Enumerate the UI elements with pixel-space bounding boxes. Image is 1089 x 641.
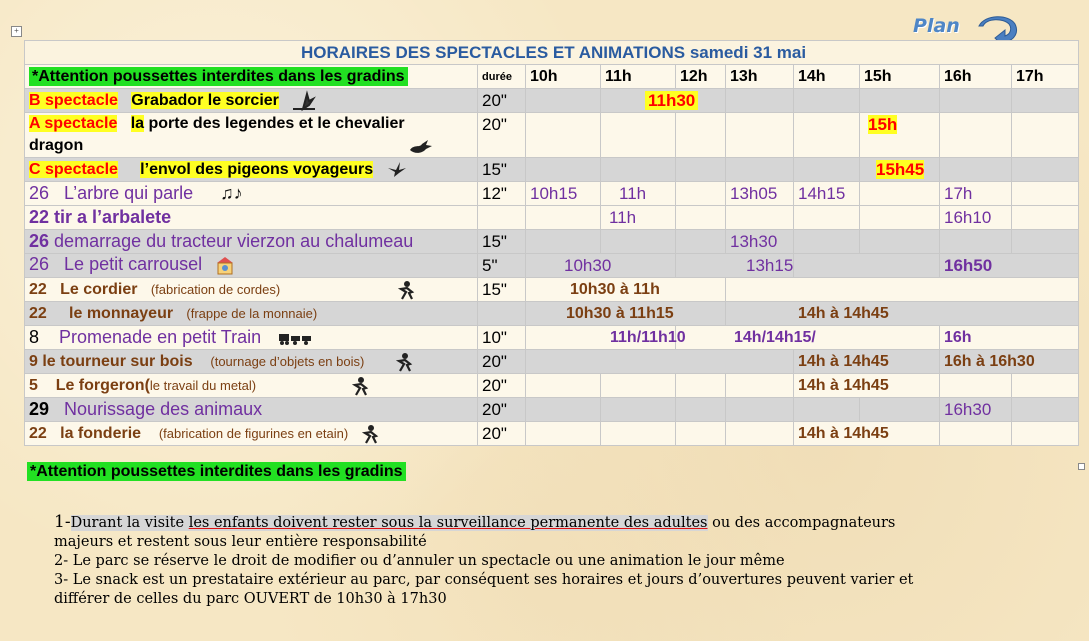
table-row (25, 278, 1079, 302)
time-slot: 13h30 (726, 230, 794, 254)
table-row (25, 398, 1079, 422)
show-name: Promenade en petit Train (59, 327, 262, 347)
time-slot: 16h10 (940, 206, 1012, 230)
time-slot: 14h à 14h45 (726, 302, 1079, 326)
time-slot: 13h15 (676, 254, 794, 278)
duration: 20" (478, 113, 526, 158)
duration: 5" (478, 254, 526, 278)
duration: 12" (478, 182, 526, 206)
time-slot: 14h/14h15/ (676, 326, 940, 350)
time-slot: 15h45 (876, 159, 925, 179)
note-2: 2- Le parc se réserve le droit de modifier ou d’annuler un spectacle ou une animation le jour même (54, 553, 785, 569)
time-slot: 10h30 à 11h15 (526, 302, 726, 326)
duration: 20" (478, 422, 526, 446)
table-row (25, 326, 1079, 350)
hour-16h: 16h (940, 65, 1012, 89)
show-name: Le forgeron( (55, 376, 150, 394)
duration: 20" (478, 398, 526, 422)
show-code: C spectacle (29, 160, 118, 178)
attraction-number: 5 (29, 376, 38, 394)
table-row (25, 302, 1079, 326)
stroller-warning: *Attention poussettes interdites dans les gradins (29, 67, 408, 86)
music-notes-icon: ♫♪ (220, 183, 243, 204)
stroller-warning-bottom: *Attention poussettes interdites dans les gradins (27, 462, 406, 481)
time-slot: 17h (940, 182, 1012, 206)
table-row (25, 89, 1079, 113)
show-name: demarrage du tracteur vierzon au chalumeau (54, 231, 414, 251)
time-slot: 16h à 16h30 (940, 350, 1079, 374)
duration: 20" (478, 374, 526, 398)
show-name: le tourneur sur bois (42, 352, 193, 370)
worker-icon (397, 280, 417, 300)
show-name: porte des legendes et le chevalier (148, 115, 405, 132)
attraction-number: 22 (29, 280, 47, 298)
time-slot: 11h (601, 206, 676, 230)
hour-15h: 15h (860, 65, 940, 89)
duration: 10" (478, 326, 526, 350)
bird-icon (386, 160, 408, 178)
duration: 20" (478, 350, 526, 374)
attraction-number: 22 (29, 424, 47, 442)
duree-header: durée (478, 65, 526, 89)
dragon-icon (408, 136, 434, 156)
table-resize-handle[interactable] (1078, 463, 1085, 470)
time-slot: 14h à 14h45 (794, 422, 940, 446)
table-row (25, 422, 1079, 446)
duration: 20" (478, 89, 526, 113)
time-slot: 10h15 (526, 182, 601, 206)
show-code: B spectacle (29, 91, 118, 109)
table-row (25, 374, 1079, 398)
notes-section: 1-Durant la visite les enfants doivent rester sous la surveillance permanente des adultes ou des accompagnateurs majeurs et restent sous leur entière responsabilité 2- Le parc se réserve le droit de modifier ou d’annuler un spectacle ou une animation le jour même 3- Le snack est un prestataire extérieur au parc, par conséquent ses horaires et jours d’ouvertures peuvent varier et différer de celles du parc OUVERT de 10h30 à 17h30 (54, 513, 1054, 609)
show-detail: (fabrication de cordes) (150, 281, 281, 297)
table-row (25, 182, 1079, 206)
show-name: Le cordier (60, 280, 138, 298)
attraction-number: 22 (29, 304, 47, 322)
hour-17h: 17h (1012, 65, 1079, 89)
duration: 15" (478, 158, 526, 182)
show-name: la fonderie (60, 424, 142, 442)
show-detail: (tournage d’objets en bois) (210, 353, 365, 369)
show-name: Le petit carrousel (64, 254, 203, 275)
carousel-icon (215, 255, 235, 277)
time-slot: 14h15 (794, 182, 860, 206)
show-detail: (frappe de la monnaie) (186, 305, 318, 321)
time-slot: 14h à 14h45 (794, 374, 940, 398)
show-detail: le travail du metal) (149, 377, 257, 393)
note-1-emphasis: les enfants doivent rester sous la surveillance permanente des adultes (188, 515, 708, 531)
duration: 15" (478, 230, 526, 254)
note-1: 1-Durant la visite les enfants doivent rester sous la surveillance permanente des adultes ou des accompagnateurs (54, 512, 896, 532)
time-slot: 11h/11h10 (526, 326, 676, 350)
attraction-number: 26 (29, 231, 50, 251)
show-name: Nourissage des animaux (64, 399, 263, 419)
duration: 15" (478, 278, 526, 302)
show-code: A spectacle (29, 115, 118, 132)
attraction-number: 26 (29, 182, 50, 203)
time-slot: 16h50 (940, 254, 1079, 278)
show-name: tir a l’arbalete (54, 207, 172, 227)
hour-14h: 14h (794, 65, 860, 89)
time-slot: 15h (868, 115, 898, 134)
worker-icon (361, 424, 381, 444)
worker-icon (395, 352, 415, 372)
time-slot: 10h30 à 11h (526, 278, 726, 302)
plan-link[interactable]: Plan (913, 15, 960, 37)
time-slot: 16h30 (940, 398, 1012, 422)
table-move-handle[interactable]: + (11, 26, 22, 37)
witch-icon (291, 91, 317, 111)
show-name: L’arbre qui parle (64, 182, 194, 203)
table-row: A spectacle la porte des legendes et le chevalier dragon 20" 15h (25, 113, 1079, 158)
time-slot: 13h05 (726, 182, 794, 206)
attraction-number: 8 (29, 327, 40, 347)
worker-icon (351, 376, 371, 396)
table-row (25, 254, 1079, 278)
time-slot: 11h30 (645, 91, 698, 110)
train-icon (278, 331, 312, 345)
time-slot: 11h (601, 182, 676, 206)
attraction-number: 26 (29, 254, 50, 275)
attraction-number: 9 (29, 352, 38, 370)
table-row (25, 158, 1079, 182)
show-detail: (fabrication de figurines en etain) (158, 425, 349, 441)
schedule-table (24, 40, 1079, 446)
hour-10h: 10h (526, 65, 601, 89)
table-row (25, 230, 1079, 254)
time-slot: 14h à 14h45 (794, 350, 940, 374)
show-name: Grabador le sorcier (131, 91, 279, 109)
table-row (25, 350, 1079, 374)
show-name: le monnayeur (69, 304, 174, 322)
show-name: l’envol des pigeons voyageurs (140, 160, 374, 178)
time-slot: 16h (940, 326, 1079, 350)
duration (478, 206, 526, 230)
page-title: HORAIRES DES SPECTACLES ET ANIMATIONS samedi 31 mai (25, 41, 1079, 65)
table-row (25, 206, 1079, 230)
attraction-number: 29 (29, 399, 50, 419)
hour-13h: 13h (726, 65, 794, 89)
note-3: 3- Le snack est un prestataire extérieur au parc, par conséquent ses horaires et jours d’ouvertures peuvent varier et (54, 572, 914, 588)
hour-12h: 12h (676, 65, 726, 89)
time-slot: 10h30 (526, 254, 676, 278)
duration (478, 302, 526, 326)
hour-11h: 11h (601, 65, 676, 89)
attraction-number: 22 (29, 207, 50, 227)
